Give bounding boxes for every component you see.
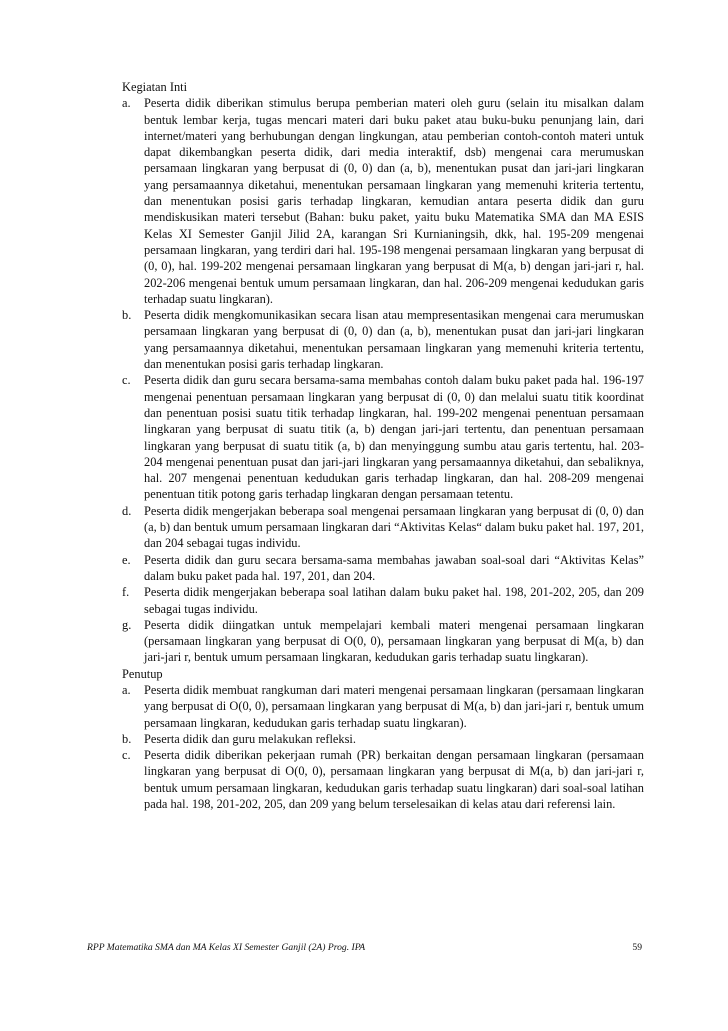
list-item — [122, 552, 644, 585]
activity-list — [122, 95, 644, 665]
list-marker: b. — [122, 308, 132, 323]
list-item-text: Peserta didik membuat rangkuman dari materi mengenai persamaan lingkaran (persamaan lingkaran yang berpusat di O(0, 0), persamaan lingkaran yang berpusat di M(a, b) dan jari-jari r, bentuk umum persamaan lingkaran, kedudukan garis terhadap suatu lingkaran). — [144, 682, 644, 730]
list-item — [122, 372, 644, 502]
list-item-text: Peserta didik diingatkan untuk mempelajari kembali materi mengenai persamaan lingkaran (persamaan lingkaran yang berpusat di O(0, 0), persamaan lingkaran yang berpusat di M(a, b) dan jari-jari r, bentuk umum persamaan lingkaran, kedudukan garis terhadap suatu lingkaran). — [144, 617, 644, 665]
list-item-text: Peserta didik mengerjakan beberapa soal latihan dalam buku paket hal. 198, 201-202, 205, dan 209 sebagai tugas individu. — [144, 585, 644, 616]
list-marker: c. — [122, 748, 131, 763]
page-number: 59 — [632, 942, 642, 953]
list-item-text: Peserta didik dan guru secara bersama-sama membahas contoh dalam buku paket pada hal. 196-197 mengenai penentuan persamaan lingkaran yang berpusat di (0, 0) dan melalui suatu titik koordinat dan penentuan posisi suatu titik terhadap lingkaran, hal. 199-202 mengenai penentuan persamaan lingkaran yang berpusat di suatu titik (a, b) dengan jari-jari tertentu, dan penentuan persamaan lingkaran yang berpusat di suatu titik (a, b) dan menyinggung sumbu atau garis tertentu, hal. 203-204 mengenai penentuan pusat dan jari-jari lingkaran yang persamaannya diketahui, dan sebaliknya, hal. 207 mengenai penentuan kedudukan garis terhadap lingkaran, dan hal. 208-209 mengenai penentuan titik potong garis terhadap lingkaran dengan persamaan tetentu. — [144, 373, 644, 502]
list-marker: e. — [122, 552, 131, 567]
list-marker: c. — [122, 373, 131, 388]
page-content — [122, 79, 644, 812]
list-marker: a. — [122, 96, 131, 111]
list-marker: g. — [122, 617, 132, 632]
section-heading: Kegiatan Inti — [122, 80, 188, 94]
list-item-text: Peserta didik diberikan pekerjaan rumah (PR) berkaitan dengan persamaan lingkaran (persamaan lingkaran yang berpusat di O(0, 0), persamaan lingkaran yang berpusat di M(a, b) dan jari-jari r, bentuk umum persamaan lingkaran, kedudukan garis terhadap suatu lingkaran) dari soal-soal latihan pada hal. 198, 201-202, 205, dan 209 yang belum terselesaikan di kelas atau dari referensi lain. — [144, 748, 644, 812]
list-item — [122, 584, 644, 617]
list-marker: a. — [122, 682, 131, 697]
list-item-text: Peserta didik mengerjakan beberapa soal mengenai persamaan lingkaran yang berpusat di (0, 0) dan (a, b) dan bentuk umum persamaan lingkaran dari “Aktivitas Kelas“ dalam buku paket hal. 197, 201, dan 204 sebagai tugas individu. — [144, 503, 644, 551]
list-item — [122, 617, 644, 666]
section-penutup — [122, 666, 644, 813]
list-item — [122, 503, 644, 552]
list-item — [122, 682, 644, 731]
list-marker: f. — [122, 585, 130, 600]
list-item — [122, 95, 644, 307]
list-item — [122, 747, 644, 812]
list-item-text: Peserta didik dan guru secara bersama-sama membahas jawaban soal-soal dari “Aktivitas Kelas” dalam buku paket pada hal. 197, 201, dan 204. — [144, 552, 644, 583]
list-item-text: Peserta didik diberikan stimulus berupa pemberian materi oleh guru (selain itu misalkan dalam bentuk lembar kerja, tugas mencari materi dari buku paket atau buku-buku penunjang lain, dari internet/materi yang berhubungan dengan lingkungan, atau pemberian contoh-contoh materi untuk dapat dikembangkan peserta didik, dari media interaktif, dsb) mengenai cara merumuskan persamaan lingkaran yang berpusat di (0, 0) dan (a, b), menentukan pusat dan jari-jari lingkaran yang persamaannya diketahui, menentukan persamaan lingkaran yang memenuhi kriteria tertentu, dan menentukan posisi garis terhadap lingkaran, kemudian antara peserta didik dan guru mendiskusikan materi tersebut (Bahan: buku paket, yaitu buku Matematika SMA dan MA ESIS Kelas XI Semester Ganjil Jilid 2A, karangan Sri Kurnianingsih, dkk, hal. 195-209 mengenai persamaan lingkaran, yang terdiri dari hal. 195-198 mengenai persamaan lingkaran yang berpusat di (0, 0), hal. 199-202 mengenai persamaan lingkaran yang berpusat di M(a, b) dengan jari-jari r, hal. 202-206 mengenai bentuk umum persamaan lingkaran, dan hal. 206-209 mengenai kedudukan garis terhadap suatu lingkaran). — [144, 96, 644, 306]
list-marker: d. — [122, 503, 132, 518]
list-item — [122, 307, 644, 372]
section-kegiatan-inti — [122, 79, 644, 666]
list-item-text: Peserta didik dan guru melakukan refleksi. — [144, 731, 356, 746]
list-marker: b. — [122, 731, 132, 746]
activity-list — [122, 682, 644, 812]
page-footer — [87, 942, 642, 954]
section-heading: Penutup — [122, 666, 163, 681]
footer-title: RPP Matematika SMA dan MA Kelas XI Semester Ganjil (2A) Prog. IPA — [87, 942, 366, 953]
list-item — [122, 731, 644, 747]
list-item-text: Peserta didik mengkomunikasikan secara lisan atau mempresentasikan mengenai cara merumuskan persamaan lingkaran yang berpusat di (0, 0) dan (a, b), menentukan pusat dan jari-jari lingkaran yang persamaannya diketahui, menentukan persamaan lingkaran yang memenuhi kriteria tertentu, dan menentukan posisi garis terhadap lingkaran. — [144, 308, 644, 372]
